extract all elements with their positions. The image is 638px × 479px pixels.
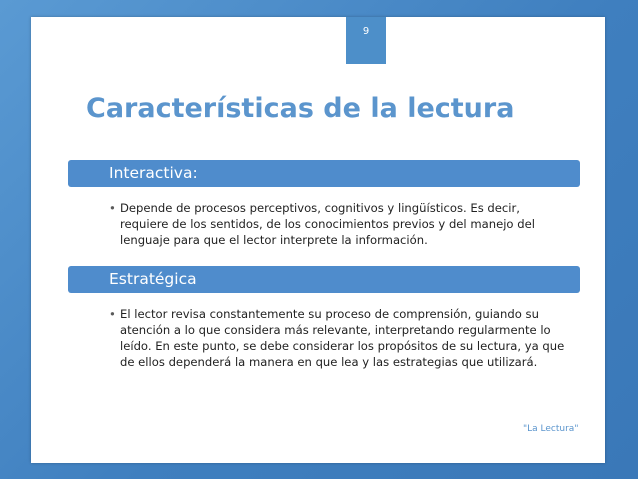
slide-number: 9 [362, 26, 370, 37]
slide [31, 17, 605, 463]
bullet-dot: • [109, 307, 116, 321]
bullet-text: Depende de procesos perceptivos, cognitivos y lingüísticos. Es decir, requiere de los sentidos, de los conocimientos previos y del manejo del lenguaje para que el lector interprete la información. [120, 201, 535, 247]
slide-footer: "La Lectura" [523, 424, 579, 434]
section-heading-label: Estratégica [109, 270, 197, 288]
section-heading-estrategica [68, 266, 580, 293]
section-heading-label: Interactiva: [109, 164, 198, 182]
slide-title: Características de la lectura [86, 93, 515, 124]
bullet-item [109, 306, 565, 370]
bullet-text: El lector revisa constantemente su proceso de comprensión, guiando su atención a lo que considera más relevante, interpretando regularmente lo leído. En este punto, se debe considerar los propósitos de su lectura, ya que de ellos dependerá la manera en que lea y las estrategias que utilizará. [120, 307, 565, 369]
bullet-item [109, 200, 565, 248]
bullet-dot: • [109, 201, 116, 215]
section-heading-interactiva [68, 160, 580, 187]
slide-number-tab [344, 17, 388, 64]
